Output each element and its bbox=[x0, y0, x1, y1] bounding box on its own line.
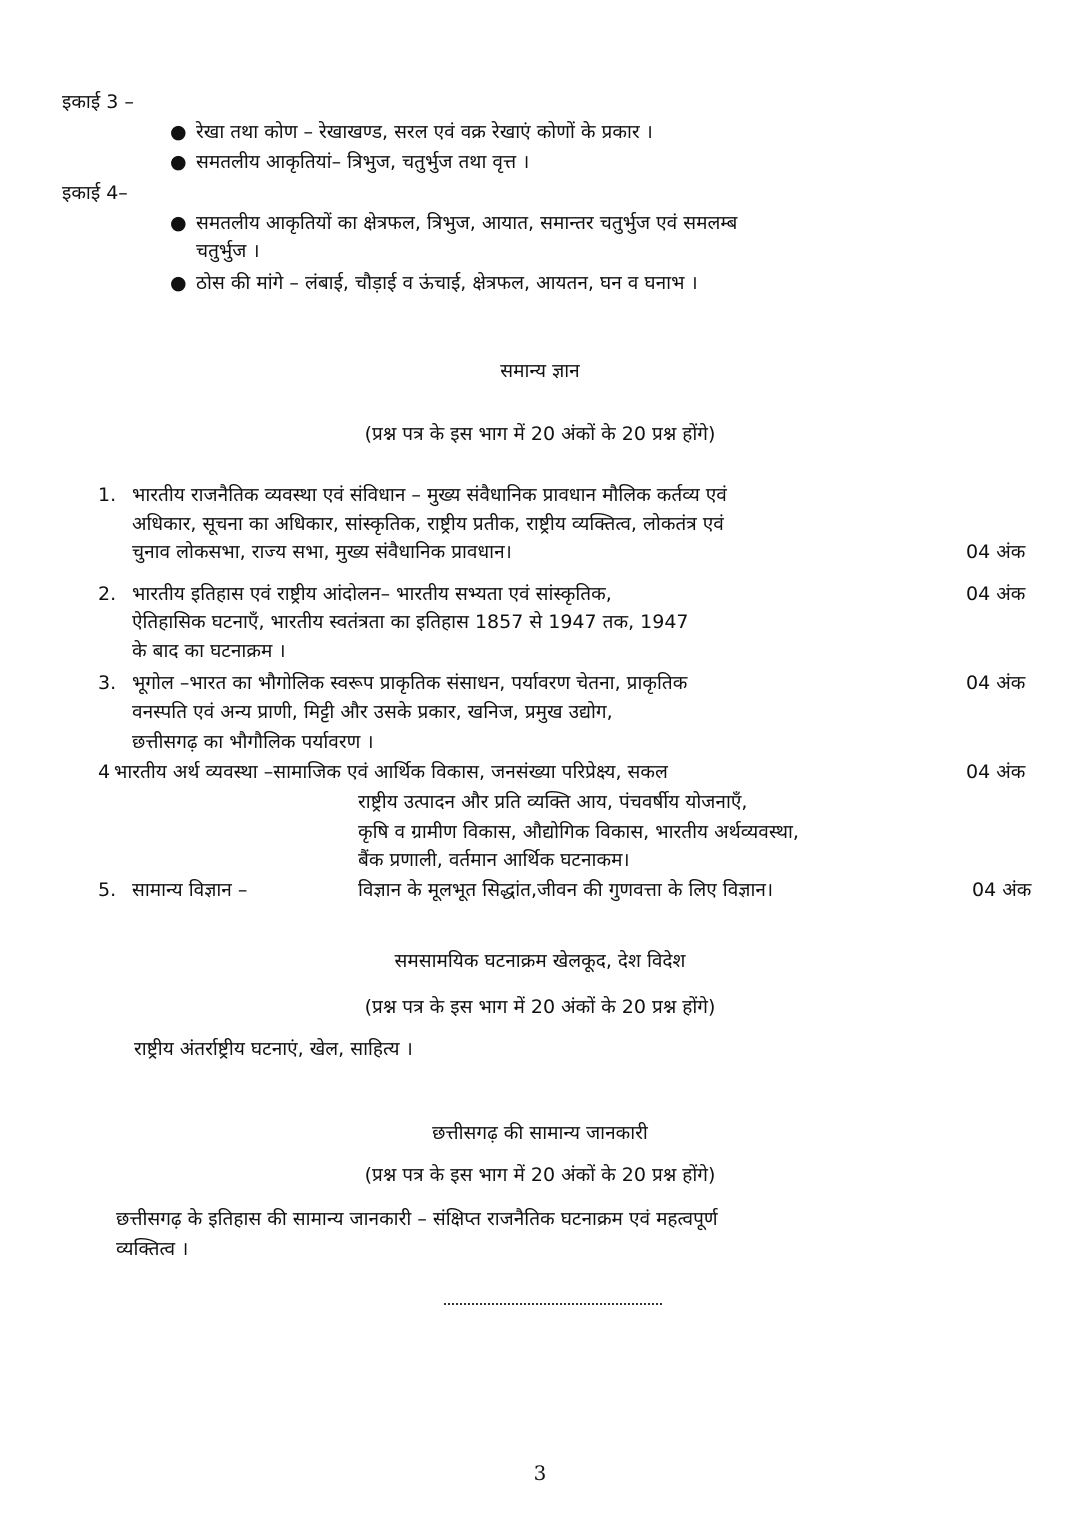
gk-item-1-line-2: अधिकार, सूचना का अधिकार, सांस्कृतिक, राष्ट्रीय प्रतीक, राष्ट्रीय व्यक्तित्व, लोकतंत्र एवं bbox=[132, 513, 724, 535]
unit-4-bullet-1 bbox=[170, 208, 737, 238]
item-line: भूगोल –भारत का भौगोलिक स्वरूप प्राकृतिक संसाधन, पर्यावरण चेतना, प्राकृतिक bbox=[132, 672, 688, 694]
item-number: 3. bbox=[98, 672, 117, 694]
gk-item-5 bbox=[98, 875, 247, 905]
section-divider bbox=[444, 1303, 662, 1305]
unit-4-bullet-2 bbox=[170, 268, 698, 298]
item-line: सामान्य विज्ञान – bbox=[132, 879, 248, 901]
gk-section-title: समान्य ज्ञान bbox=[500, 360, 580, 382]
unit-3-bullet-1 bbox=[170, 117, 653, 147]
gk-item-3-line-3: छत्तीसगढ़ का भौगौलिक पर्यावरण । bbox=[132, 731, 374, 753]
item-line: भारतीय इतिहास एवं राष्ट्रीय आंदोलन– भारतीय सभ्यता एवं सांस्कृतिक, bbox=[132, 583, 612, 605]
unit-4-bullet-1-continued: चतुर्भुज । bbox=[196, 240, 260, 262]
gk-item-5-line-2: विज्ञान के मूलभूत सिद्धांत,जीवन की गुणवत्ता के लिए विज्ञान। bbox=[358, 879, 774, 901]
item-number: 4 bbox=[98, 761, 111, 783]
bullet-text: समतलीय आकृतियां– त्रिभुज, चतुर्भुज तथा वृत्त । bbox=[196, 151, 530, 173]
page-number: 3 bbox=[533, 1461, 547, 1485]
gk-item-3 bbox=[98, 668, 687, 698]
bullet-text: ठोस की मांगे – लंबाई, चौड़ाई व ऊंचाई, क्षेत्रफल, आयतन, घन व घनाभ । bbox=[196, 272, 698, 294]
gk-item-4 bbox=[98, 757, 668, 787]
current-affairs-title: समसामयिक घटनाक्रम खेलकूद, देश विदेश bbox=[394, 950, 686, 972]
gk-item-2-marks: 04 अंक bbox=[966, 583, 1026, 605]
gk-item-4-line-4: बैंक प्रणाली, वर्तमान आर्थिक घटनाकम। bbox=[358, 849, 630, 871]
chhattisgarh-subtitle: (प्रश्न पत्र के इस भाग में 20 अंकों के 20 प्रश्न होंगे) bbox=[364, 1164, 716, 1186]
item-number: 5. bbox=[98, 879, 117, 901]
current-affairs-text: राष्ट्रीय अंतर्राष्ट्रीय घटनाएं, खेल, साहित्य । bbox=[134, 1038, 413, 1060]
gk-item-3-marks: 04 अंक bbox=[966, 672, 1026, 694]
unit-3-bullet-2 bbox=[170, 147, 529, 177]
current-affairs-subtitle: (प्रश्न पत्र के इस भाग में 20 अंकों के 20 प्रश्न होंगे) bbox=[364, 996, 716, 1018]
item-line: भारतीय अर्थ व्यवस्था –सामाजिक एवं आर्थिक विकास, जनसंख्या परिप्रेक्ष्य, सकल bbox=[114, 761, 668, 783]
bullet-icon: ● bbox=[170, 212, 187, 234]
chhattisgarh-title: छत्तीसगढ़ की सामान्य जानकारी bbox=[432, 1122, 648, 1144]
gk-item-5-marks: 04 अंक bbox=[972, 879, 1032, 901]
item-line: भारतीय राजनैतिक व्यवस्था एवं संविधान – मुख्य संवैधानिक प्रावधान मौलिक कर्तव्य एवं bbox=[132, 484, 727, 506]
gk-item-3-line-2: वनस्पति एवं अन्य प्राणी, मिट्टी और उसके प्रकार, खनिज, प्रमुख उद्योग, bbox=[132, 701, 613, 723]
gk-item-2-line-2: ऐतिहासिक घटनाएँ, भारतीय स्वतंत्रता का इतिहास 1857 से 1947 तक, 1947 bbox=[132, 611, 689, 633]
chhattisgarh-text-line-2: व्यक्तित्व । bbox=[116, 1238, 189, 1260]
gk-item-2 bbox=[98, 579, 612, 609]
gk-item-1-line-3: चुनाव लोकसभा, राज्य सभा, मुख्य संवैधानिक प्रावधान। bbox=[132, 541, 512, 563]
item-number: 1. bbox=[98, 484, 117, 506]
bullet-text: समतलीय आकृतियों का क्षेत्रफल, त्रिभुज, आयात, समान्तर चतुर्भुज एवं समलम्ब bbox=[196, 212, 738, 234]
bullet-text: रेखा तथा कोण – रेखाखण्ड, सरल एवं वक्र रेखाएं कोणों के प्रकार । bbox=[196, 121, 653, 143]
gk-item-1 bbox=[98, 480, 727, 510]
unit-3-label: इकाई 3 – bbox=[62, 91, 134, 113]
gk-item-1-marks: 04 अंक bbox=[966, 541, 1026, 563]
item-number: 2. bbox=[98, 583, 117, 605]
bullet-icon: ● bbox=[170, 151, 187, 173]
gk-item-2-line-3: के बाद का घटनाक्रम । bbox=[132, 640, 286, 662]
gk-item-4-marks: 04 अंक bbox=[966, 761, 1026, 783]
unit-4-label: इकाई 4– bbox=[62, 182, 128, 204]
bullet-icon: ● bbox=[170, 272, 187, 294]
gk-section-subtitle: (प्रश्न पत्र के इस भाग में 20 अंकों के 20 प्रश्न होंगे) bbox=[364, 423, 716, 445]
gk-item-4-line-2: राष्ट्रीय उत्पादन और प्रति व्यक्ति आय, पंचवर्षीय योजनाएँ, bbox=[358, 791, 748, 813]
chhattisgarh-text-line-1: छत्तीसगढ़ के इतिहास की सामान्य जानकारी – संक्षिप्त राजनैतिक घटनाक्रम एवं महत्वपूर्ण bbox=[116, 1208, 718, 1230]
gk-item-4-line-3: कृषि व ग्रामीण विकास, औद्योगिक विकास, भारतीय अर्थव्यवस्था, bbox=[358, 821, 799, 843]
bullet-icon: ● bbox=[170, 121, 187, 143]
